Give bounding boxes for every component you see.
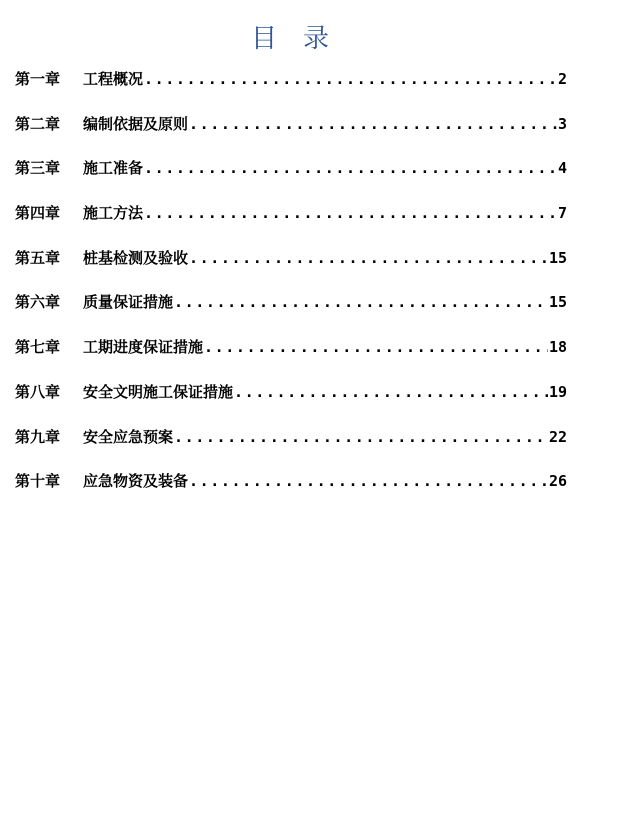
toc-dot-leader: [189, 466, 548, 496]
toc-entry-title: 编制依据及原则: [83, 114, 189, 133]
toc-chapter-number: 第九章: [15, 427, 61, 446]
toc-entry-title: 桩基检测及验收: [83, 248, 189, 267]
toc-page-number: 15: [548, 248, 567, 267]
toc-page-number: 3: [557, 114, 567, 133]
toc-dot-leader: [174, 422, 548, 452]
toc-entry[interactable]: [15, 332, 567, 377]
toc-chapter-number: 第一章: [15, 70, 61, 88]
toc-dot-leader: [144, 64, 557, 94]
toc-entry[interactable]: [15, 287, 567, 332]
toc-chapter-number: 第四章: [15, 204, 61, 223]
toc-entry[interactable]: [15, 198, 567, 243]
toc-page-number: 2: [557, 70, 567, 88]
toc-dot-leader: [189, 243, 548, 273]
toc-page-number: 18: [548, 338, 567, 357]
toc-entry[interactable]: [15, 109, 567, 154]
toc-page-number: 26: [548, 472, 567, 491]
toc-chapter-number: 第六章: [15, 293, 61, 312]
toc-page-number: 15: [548, 293, 567, 312]
toc-dot-leader: [174, 287, 548, 317]
toc-entry-title: 工期进度保证措施: [83, 338, 204, 357]
toc-entry-title: 施工准备: [83, 159, 144, 178]
toc-chapter-number: 第十章: [15, 472, 61, 491]
toc-page-number: 4: [557, 159, 567, 178]
toc-entry[interactable]: [15, 243, 567, 288]
toc-page-number: 19: [548, 382, 567, 401]
toc-entry[interactable]: [15, 377, 567, 422]
toc-dot-leader: [204, 332, 548, 362]
toc-entry-title: 施工方法: [83, 204, 144, 223]
toc-chapter-number: 第七章: [15, 338, 61, 357]
title-char-2: 录: [303, 24, 330, 54]
toc-page-number: 7: [557, 204, 567, 223]
toc-entry[interactable]: [15, 422, 567, 467]
page-title: [0, 18, 580, 55]
toc-entry[interactable]: [15, 153, 567, 198]
toc-chapter-number: 第三章: [15, 159, 61, 178]
toc-page-number: 22: [548, 427, 567, 446]
toc-entry[interactable]: [15, 64, 567, 109]
toc-chapter-number: 第五章: [15, 248, 61, 267]
toc-dot-leader: [234, 377, 548, 407]
table-of-contents: [15, 64, 567, 511]
toc-dot-leader: [144, 153, 557, 183]
toc-dot-leader: [144, 198, 557, 228]
toc-entry-title: 工程概况: [83, 70, 144, 88]
toc-chapter-number: 第二章: [15, 114, 61, 133]
toc-entry[interactable]: [15, 466, 567, 511]
toc-entry-title: 质量保证措施: [83, 293, 174, 312]
toc-entry-title: 安全应急预案: [83, 427, 174, 446]
toc-entry-title: 应急物资及装备: [83, 472, 189, 491]
toc-chapter-number: 第八章: [15, 382, 61, 401]
title-char-1: 目: [250, 24, 277, 54]
toc-dot-leader: [189, 109, 557, 139]
toc-entry-title: 安全文明施工保证措施: [83, 382, 234, 401]
